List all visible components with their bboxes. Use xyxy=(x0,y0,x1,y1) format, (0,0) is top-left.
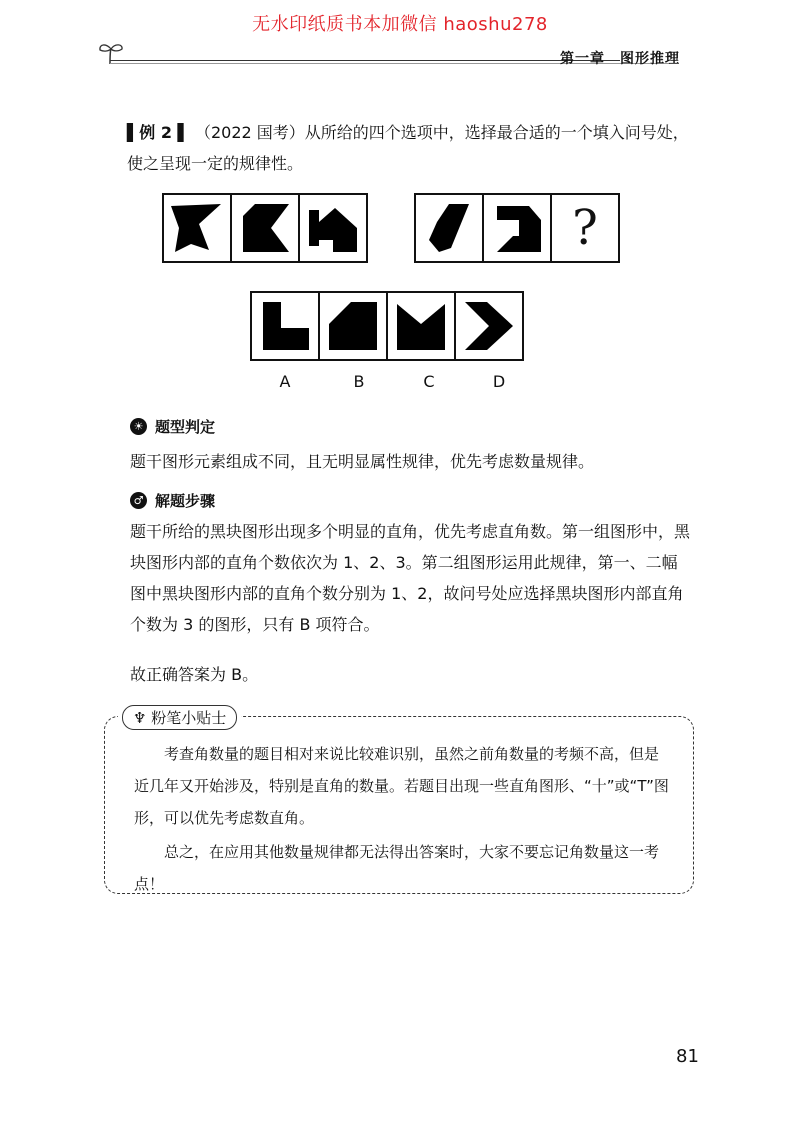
option-label-a: A xyxy=(279,372,291,391)
header-rule xyxy=(110,60,620,61)
example-tag: ▌例 2 ▌ xyxy=(127,123,190,142)
section-solution-steps-text: 题干所给的黑块图形出现多个明显的直角，优先考虑直角数。第一组图形中，黑块图形内部的直角个数依次为 1、2、3。第二组图形运用此规律，第一、二幅图中黑块图形内部的直角个数分别为 1、2，故问号处应选择黑块图形内部直角个数为 3 的图形，只有 B 项符合。 xyxy=(130,522,691,634)
question-mark-cell xyxy=(550,193,620,263)
option-a-shape xyxy=(257,298,313,354)
chapter-title: 第一章 图形推理 xyxy=(560,51,680,67)
figure-cell-1 xyxy=(162,193,232,263)
tip-sprout-icon: ♆ xyxy=(133,709,147,727)
option-b-shape xyxy=(325,298,381,354)
black-shape-3 xyxy=(305,200,361,256)
lightbulb-icon: ☀ xyxy=(130,418,147,435)
figure-cell-3 xyxy=(298,193,368,263)
question-figure-group-1 xyxy=(162,193,366,263)
black-shape-1 xyxy=(169,200,225,256)
option-b-cell[interactable] xyxy=(318,291,388,361)
figure-cell-2 xyxy=(230,193,300,263)
black-shape-2 xyxy=(237,200,293,256)
black-shape-4 xyxy=(421,200,477,256)
option-c-cell[interactable] xyxy=(386,291,456,361)
option-labels xyxy=(250,372,550,392)
section-solution-steps-title: 解题步骤 xyxy=(155,492,216,510)
question-figure-group-2 xyxy=(414,193,618,263)
section-question-type-text: 题干图形元素组成不同，且无明显属性规律，优先考虑数量规律。 xyxy=(130,452,595,471)
section-question-type xyxy=(130,416,215,437)
tip-title xyxy=(118,705,241,730)
page-number: 81 xyxy=(676,1046,699,1067)
tip-title-text: 粉笔小贴士 xyxy=(151,709,227,727)
example-question-text: 从所给的四个选项中，选择最合适的一个填入问号处，使之呈现一定的规律性。 xyxy=(127,123,689,173)
options-figure-group xyxy=(250,291,522,361)
section-question-type-title: 题型判定 xyxy=(155,418,216,436)
example-source: （2022 国考） xyxy=(194,123,305,142)
tip-title-pill xyxy=(122,705,237,730)
figure-cell-4 xyxy=(414,193,484,263)
option-d-shape xyxy=(461,298,517,354)
section-solution-steps xyxy=(130,490,215,511)
answer-text: 故正确答案为 B。 xyxy=(130,665,259,684)
option-c-shape xyxy=(393,298,449,354)
option-label-d: D xyxy=(492,372,506,391)
black-shape-5 xyxy=(489,200,545,256)
option-d-cell[interactable] xyxy=(454,291,524,361)
option-label-c: C xyxy=(423,372,435,391)
question-mark: ? xyxy=(572,200,598,256)
watermark-text: 无水印纸质书本加微信 haoshu278 xyxy=(252,14,548,35)
example-question xyxy=(127,117,697,179)
tip-paragraph-2: 总之，在应用其他数量规律都无法得出答案时，大家不要忘记角数量这一考点！ xyxy=(134,843,660,893)
option-a-cell[interactable] xyxy=(250,291,320,361)
option-label-b: B xyxy=(353,372,365,391)
steps-icon: ♂ xyxy=(130,492,147,509)
figure-cell-5 xyxy=(482,193,552,263)
tip-paragraph-1: 考查角数量的题目相对来说比较难识别，虽然之前角数量的考频不高，但是近几年又开始涉及，特别是直角的数量。若题目出现一些直角图形、“十”或“T”图形，可以优先考虑数直角。 xyxy=(134,745,669,827)
